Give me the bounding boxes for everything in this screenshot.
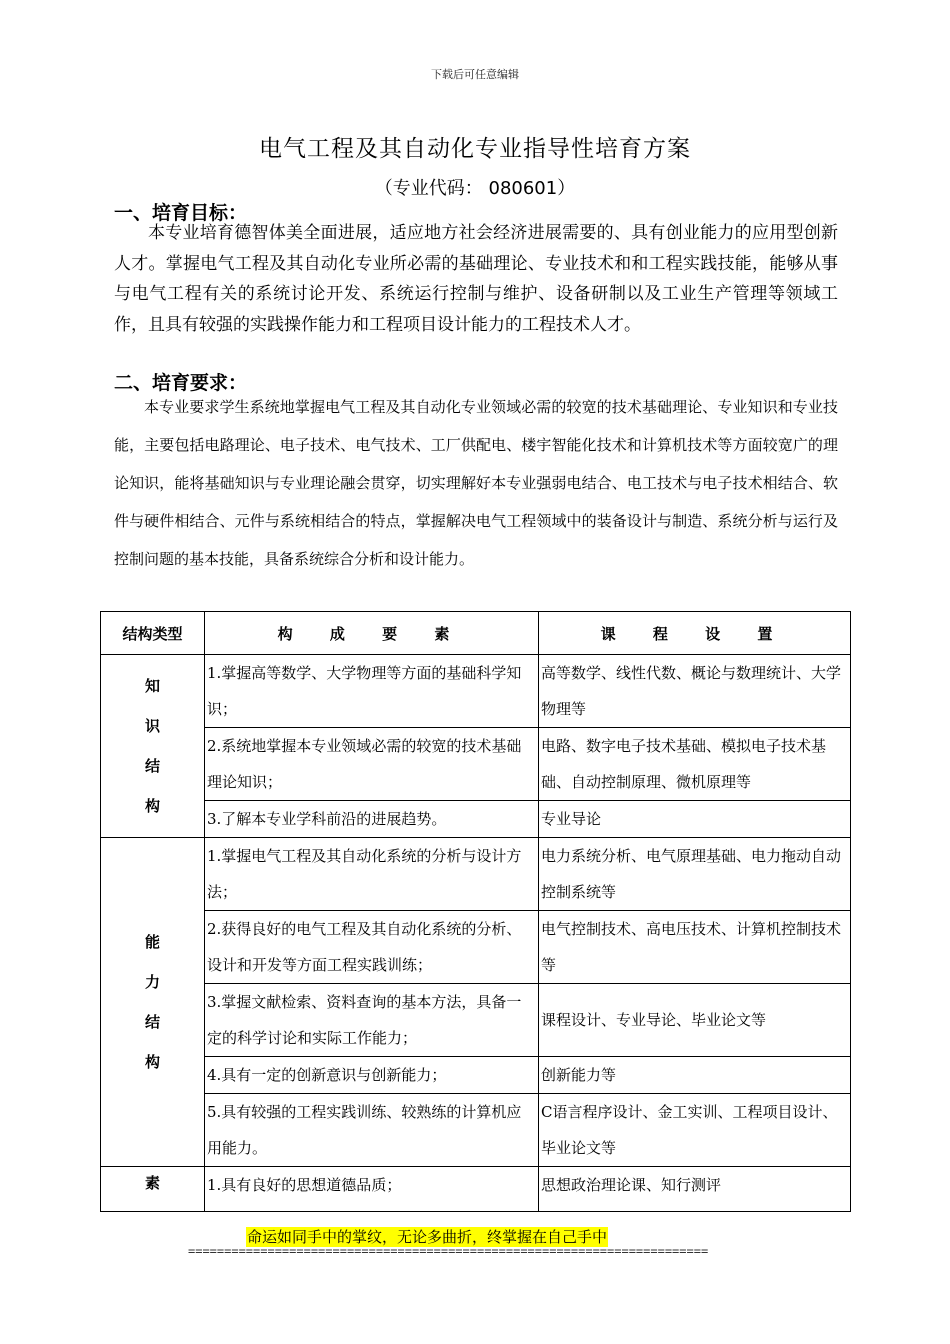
section-heading-requirements: 二、培育要求： — [114, 372, 248, 394]
header-note: 下载后可任意编辑 — [431, 68, 519, 81]
group-label: 能力结构 — [144, 933, 160, 1071]
section-body-goals: 本专业培育德智体美全面进展，适应地方社会经济进展需要的、具有创业能力的应用型创新人才。掌握电气工程及其自动化专业所必需的基础理论、专业技术和和工程实践技能，能够从事与电气工程有关的系统讨论开发、系统运行控制与维护、设备研制以及工业生产管理等领域工作，且具有较强的实践操作能力和工程项目设计能力的工程技术人才。 — [114, 223, 838, 335]
table-row — [101, 1057, 851, 1094]
footer-divider: ======================================================================== — [188, 1244, 709, 1258]
table-row — [101, 911, 851, 984]
requirement-cell: 3.掌握文献检索、资料查询的基本方法，具备一定的科学讨论和实际工作能力； — [205, 984, 539, 1057]
table-row — [101, 1094, 851, 1167]
section-body-requirements: 本专业要求学生系统地掌握电气工程及其自动化专业领域必需的较宽的技术基础理论、专业知识和专业技能，主要包括电路理论、电子技术、电气技术、工厂供配电、楼宇智能化技术和计算机技术等方面较宽广的理论知识，能将基础知识与专业理论融会贯穿，切实理解好本专业强弱电结合、电工技术与电子技术相结合、软件与硬件相结合、元件与系统相结合的特点，掌握解决电气工程领域中的装备设计与制造、系统分析与运行及控制问题的基本技能，具备系统综合分析和设计能力。 — [114, 398, 838, 568]
requirement-cell: 1.掌握高等数学、大学物理等方面的基础科学知识； — [205, 655, 539, 728]
course-cell: 课程设计、专业导论、毕业论文等 — [539, 984, 851, 1057]
table-row — [101, 984, 851, 1057]
requirement-cell: 1.具有良好的思想道德品质； — [205, 1167, 539, 1212]
course-cell: 高等数学、线性代数、概论与数理统计、大学物理等 — [539, 655, 851, 728]
header-components: 构 成 要 素 — [205, 612, 539, 655]
group-knowledge-structure — [101, 655, 205, 838]
course-cell: 电路、数字电子技术基础、模拟电子技术基础、自动控制原理、微机原理等 — [539, 728, 851, 801]
requirement-cell: 1.掌握电气工程及其自动化系统的分析与设计方法； — [205, 838, 539, 911]
group-ability-structure — [101, 838, 205, 1167]
course-cell: 电力系统分析、电气原理基础、电力拖动自动控制系统等 — [539, 838, 851, 911]
course-cell: 专业导论 — [539, 801, 851, 838]
group-quality-structure — [101, 1167, 205, 1212]
table-row — [101, 838, 851, 911]
table-header-row — [101, 612, 851, 655]
section-heading-goals: 一、培育目标： — [114, 202, 248, 224]
requirement-cell: 4.具有一定的创新意识与创新能力； — [205, 1057, 539, 1094]
table-row — [101, 1167, 851, 1212]
course-cell: 电气控制技术、高电压技术、计算机控制技术等 — [539, 911, 851, 984]
course-cell: C语言程序设计、金工实训、工程项目设计、毕业论文等 — [539, 1094, 851, 1167]
document-subtitle: （专业代码： 080601） — [374, 178, 576, 199]
group-label: 知识结构 — [144, 677, 160, 815]
requirement-cell: 2.获得良好的电气工程及其自动化系统的分析、设计和开发等方面工程实践训练； — [205, 911, 539, 984]
header-courses: 课 程 设 置 — [539, 612, 851, 655]
course-cell: 思想政治理论课、知行测评 — [539, 1167, 851, 1212]
header-structure-type: 结构类型 — [101, 612, 205, 655]
curriculum-table — [100, 611, 851, 1212]
requirement-cell: 3.了解本专业学科前沿的进展趋势。 — [205, 801, 539, 838]
footer-motto: 命运如同手中的掌纹，无论多曲折，终掌握在自己手中 — [247, 1228, 608, 1246]
requirement-cell: 5.具有较强的工程实践训练、较熟练的计算机应用能力。 — [205, 1094, 539, 1167]
course-cell: 创新能力等 — [539, 1057, 851, 1094]
document-title: 电气工程及其自动化专业指导性培育方案 — [259, 136, 691, 162]
requirement-cell: 2.系统地掌握本专业领域必需的较宽的技术基础理论知识； — [205, 728, 539, 801]
table-row — [101, 728, 851, 801]
table-row — [101, 655, 851, 728]
group-label: 素 — [144, 1174, 160, 1192]
table-row — [101, 801, 851, 838]
